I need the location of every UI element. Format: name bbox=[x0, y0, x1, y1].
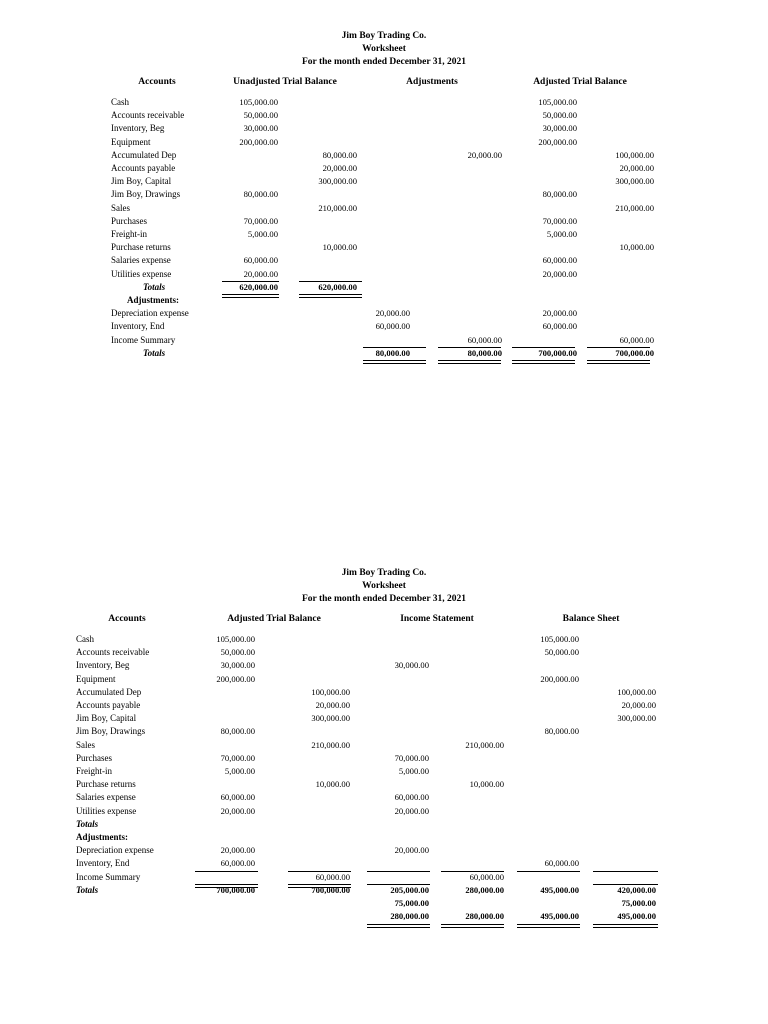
account-label: Salaries expense bbox=[111, 255, 171, 266]
account-label: Equipment bbox=[111, 136, 151, 147]
amount-cell: 80,000.00 bbox=[467, 347, 502, 358]
account-label: Purchases bbox=[76, 752, 112, 763]
account-label: Purchase returns bbox=[111, 242, 171, 253]
amount-cell: 495,000.00 bbox=[617, 911, 656, 922]
account-label: Utilities expense bbox=[111, 268, 172, 279]
amount-cell: 100,000.00 bbox=[617, 686, 656, 697]
amount-cell: 300,000.00 bbox=[615, 176, 654, 187]
amount-cell: 280,000.00 bbox=[465, 884, 504, 895]
amount-cell: 30,000.00 bbox=[394, 660, 429, 671]
amount-cell: 30,000.00 bbox=[243, 123, 278, 134]
account-label: Jim Boy, Capital bbox=[76, 713, 137, 724]
double-rule bbox=[512, 360, 575, 364]
amount-cell: 80,000.00 bbox=[375, 347, 410, 358]
amount-cell: 20,000.00 bbox=[243, 268, 278, 279]
company-name: Jim Boy Trading Co. bbox=[341, 31, 427, 41]
amount-cell: 620,000.00 bbox=[239, 281, 278, 292]
account-label: Accounts payable bbox=[111, 163, 176, 173]
double-rule bbox=[195, 884, 258, 888]
amount-cell: 20,000.00 bbox=[542, 308, 577, 319]
amount-cell: 10,000.00 bbox=[315, 779, 350, 790]
amount-cell: 70,000.00 bbox=[394, 752, 429, 763]
amount-cell: 700,000.00 bbox=[311, 884, 350, 895]
adjusted-trial-balance-header: Adjusted Trial Balance bbox=[533, 77, 627, 87]
amount-cell: 280,000.00 bbox=[390, 911, 429, 922]
amount-cell: 20,000.00 bbox=[467, 149, 502, 160]
account-label: Jim Boy, Capital bbox=[111, 176, 172, 187]
rule bbox=[367, 871, 430, 872]
amount-cell: 20,000.00 bbox=[542, 268, 577, 279]
amount-cell: 60,000.00 bbox=[469, 871, 504, 882]
amount-cell: 80,000.00 bbox=[542, 189, 577, 200]
account-label: Cash bbox=[111, 97, 129, 107]
account-label: Inventory, End bbox=[111, 321, 165, 332]
amount-cell: 200,000.00 bbox=[239, 136, 278, 147]
amount-cell: 20,000.00 bbox=[322, 163, 357, 173]
account-label: Purchases bbox=[111, 215, 147, 226]
account-label: Adjustments: bbox=[127, 295, 180, 305]
company-name: Jim Boy Trading Co. bbox=[341, 568, 427, 578]
adjusted-trial-balance-header: Adjusted Trial Balance bbox=[227, 614, 321, 624]
amount-cell: 75,000.00 bbox=[621, 898, 656, 908]
amount-cell: 5,000.00 bbox=[224, 766, 255, 776]
account-label: Sales bbox=[76, 739, 95, 750]
amount-cell: 700,000.00 bbox=[216, 884, 255, 895]
amount-cell: 210,000.00 bbox=[318, 202, 357, 213]
amount-cell: 210,000.00 bbox=[615, 202, 654, 213]
amount-cell: 20,000.00 bbox=[621, 700, 656, 710]
account-label: Depreciation expense bbox=[111, 308, 189, 319]
amount-cell: 60,000.00 bbox=[394, 792, 429, 803]
amount-cell: 700,000.00 bbox=[615, 347, 654, 358]
amount-cell: 50,000.00 bbox=[243, 110, 278, 121]
amount-cell: 300,000.00 bbox=[311, 713, 350, 724]
amount-cell: 60,000.00 bbox=[220, 858, 255, 869]
rule bbox=[517, 871, 580, 872]
account-label: Salaries expense bbox=[76, 792, 136, 803]
rule bbox=[363, 347, 426, 348]
account-label: Freight-in bbox=[76, 766, 112, 776]
double-rule bbox=[299, 294, 362, 298]
amount-cell: 495,000.00 bbox=[540, 884, 579, 895]
amount-cell: 100,000.00 bbox=[615, 149, 654, 160]
rule bbox=[195, 871, 258, 872]
accounts-header: Accounts bbox=[138, 77, 176, 87]
account-label: Accounts receivable bbox=[76, 647, 150, 658]
amount-cell: 280,000.00 bbox=[465, 911, 504, 922]
double-rule bbox=[587, 360, 650, 364]
amount-cell: 5,000.00 bbox=[398, 766, 429, 776]
amount-cell: 495,000.00 bbox=[540, 911, 579, 922]
double-rule bbox=[441, 924, 504, 928]
account-label: Purchase returns bbox=[76, 779, 136, 790]
amount-cell: 420,000.00 bbox=[617, 884, 656, 895]
account-label: Income Summary bbox=[111, 334, 176, 345]
account-label: Accounts receivable bbox=[111, 110, 185, 121]
account-label: Accumulated Dep bbox=[76, 686, 142, 697]
rule bbox=[587, 347, 650, 348]
unadjusted-trial-balance-header: Unadjusted Trial Balance bbox=[233, 77, 337, 87]
income-statement-header: Income Statement bbox=[400, 614, 474, 624]
amount-cell: 100,000.00 bbox=[311, 686, 350, 697]
amount-cell: 10,000.00 bbox=[322, 242, 357, 253]
amount-cell: 5,000.00 bbox=[247, 229, 278, 239]
account-label: Jim Boy, Drawings bbox=[76, 726, 146, 737]
rule bbox=[593, 871, 658, 872]
account-label: Equipment bbox=[76, 673, 116, 684]
account-label: Totals bbox=[76, 818, 99, 829]
amount-cell: 210,000.00 bbox=[465, 739, 504, 750]
amount-cell: 60,000.00 bbox=[375, 321, 410, 332]
double-rule bbox=[593, 924, 658, 928]
amount-cell: 205,000.00 bbox=[390, 884, 429, 895]
rule bbox=[441, 871, 504, 872]
account-label: Accounts payable bbox=[76, 700, 141, 710]
account-label: Sales bbox=[111, 202, 130, 213]
account-label: Jim Boy, Drawings bbox=[111, 189, 181, 200]
amount-cell: 70,000.00 bbox=[542, 215, 577, 226]
account-label: Utilities expense bbox=[76, 805, 137, 816]
amount-cell: 200,000.00 bbox=[540, 673, 579, 684]
double-rule bbox=[363, 360, 426, 364]
amount-cell: 70,000.00 bbox=[220, 752, 255, 763]
amount-cell: 60,000.00 bbox=[315, 871, 350, 882]
rule bbox=[593, 884, 658, 885]
amount-cell: 700,000.00 bbox=[538, 347, 577, 358]
worksheet-title: Worksheet bbox=[362, 581, 406, 591]
amount-cell: 80,000.00 bbox=[220, 726, 255, 737]
rule bbox=[288, 871, 351, 872]
amount-cell: 60,000.00 bbox=[220, 792, 255, 803]
amount-cell: 105,000.00 bbox=[239, 97, 278, 107]
amount-cell: 20,000.00 bbox=[220, 845, 255, 856]
account-label: Adjustments: bbox=[76, 832, 129, 842]
account-label: Totals bbox=[143, 347, 166, 358]
amount-cell: 70,000.00 bbox=[243, 215, 278, 226]
amount-cell: 20,000.00 bbox=[315, 700, 350, 710]
rule bbox=[512, 347, 575, 348]
amount-cell: 50,000.00 bbox=[544, 647, 579, 658]
amount-cell: 60,000.00 bbox=[467, 334, 502, 345]
account-label: Accumulated Dep bbox=[111, 149, 177, 160]
account-label: Depreciation expense bbox=[76, 845, 154, 856]
double-rule bbox=[367, 924, 430, 928]
amount-cell: 30,000.00 bbox=[220, 660, 255, 671]
rule bbox=[438, 347, 501, 348]
worksheet-period: For the month ended December 31, 2021 bbox=[301, 57, 467, 67]
amount-cell: 50,000.00 bbox=[542, 110, 577, 121]
amount-cell: 75,000.00 bbox=[394, 898, 429, 908]
rule bbox=[299, 281, 362, 282]
account-label: Income Summary bbox=[76, 871, 141, 882]
amount-cell: 105,000.00 bbox=[540, 634, 579, 644]
amount-cell: 80,000.00 bbox=[322, 149, 357, 160]
amount-cell: 80,000.00 bbox=[243, 189, 278, 200]
balance-sheet-header: Balance Sheet bbox=[562, 614, 620, 624]
amount-cell: 300,000.00 bbox=[617, 713, 656, 724]
amount-cell: 60,000.00 bbox=[619, 334, 654, 345]
amount-cell: 20,000.00 bbox=[394, 805, 429, 816]
amount-cell: 5,000.00 bbox=[546, 229, 577, 239]
amount-cell: 60,000.00 bbox=[243, 255, 278, 266]
amount-cell: 20,000.00 bbox=[394, 845, 429, 856]
worksheet-title: Worksheet bbox=[362, 44, 406, 54]
double-rule bbox=[222, 294, 279, 298]
double-rule bbox=[288, 884, 351, 888]
amount-cell: 20,000.00 bbox=[375, 308, 410, 319]
amount-cell: 20,000.00 bbox=[220, 805, 255, 816]
account-label: Inventory, Beg bbox=[76, 660, 130, 671]
account-label: Inventory, Beg bbox=[111, 123, 165, 134]
rule bbox=[367, 884, 430, 885]
amount-cell: 10,000.00 bbox=[619, 242, 654, 253]
rule bbox=[222, 281, 279, 282]
amount-cell: 210,000.00 bbox=[311, 739, 350, 750]
amount-cell: 200,000.00 bbox=[216, 673, 255, 684]
amount-cell: 50,000.00 bbox=[220, 647, 255, 658]
account-label: Totals bbox=[143, 281, 166, 292]
amount-cell: 620,000.00 bbox=[318, 281, 357, 292]
account-label: Freight-in bbox=[111, 229, 147, 239]
amount-cell: 200,000.00 bbox=[538, 136, 577, 147]
double-rule bbox=[517, 924, 580, 928]
account-label: Inventory, End bbox=[76, 858, 130, 869]
amount-cell: 105,000.00 bbox=[538, 97, 577, 107]
amount-cell: 80,000.00 bbox=[544, 726, 579, 737]
double-rule bbox=[438, 360, 501, 364]
account-label: Totals bbox=[76, 884, 99, 895]
amount-cell: 60,000.00 bbox=[542, 255, 577, 266]
amount-cell: 20,000.00 bbox=[619, 163, 654, 173]
worksheet-period: For the month ended December 31, 2021 bbox=[301, 594, 467, 604]
amount-cell: 60,000.00 bbox=[542, 321, 577, 332]
account-label: Cash bbox=[76, 634, 94, 644]
amount-cell: 105,000.00 bbox=[216, 634, 255, 644]
amount-cell: 60,000.00 bbox=[544, 858, 579, 869]
amount-cell: 10,000.00 bbox=[469, 779, 504, 790]
accounts-header: Accounts bbox=[108, 614, 146, 624]
amount-cell: 300,000.00 bbox=[318, 176, 357, 187]
adjustments-header: Adjustments bbox=[406, 77, 458, 87]
amount-cell: 30,000.00 bbox=[542, 123, 577, 134]
